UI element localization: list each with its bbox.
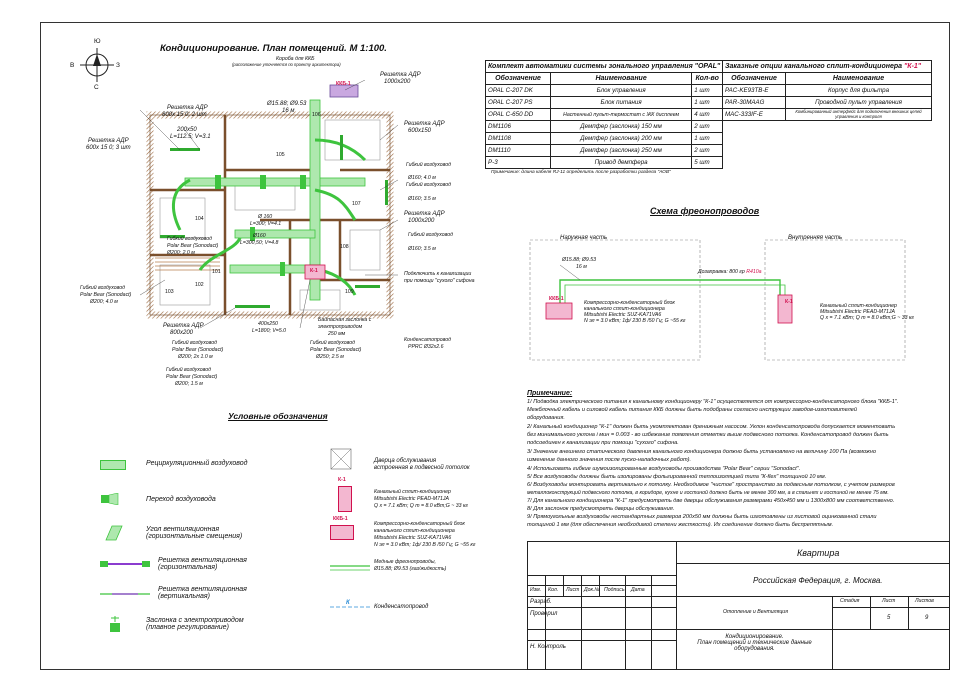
opal-col-name: Наименование <box>551 73 692 85</box>
options-col-name: Наименование <box>786 73 932 85</box>
ccu-line: Компрессорно-конденсаторный блок <box>584 300 675 306</box>
legend-label: Дверца обслуживания <box>374 458 437 464</box>
scheme-refill <box>698 270 762 276</box>
room-number: 105 <box>276 152 285 158</box>
plan-label: Ø200; 2.0 м <box>167 250 195 256</box>
table-row <box>486 157 723 169</box>
plan-label: Решетка АДР <box>88 138 129 144</box>
room-number: 109 <box>345 289 354 295</box>
plan-title: Кондиционирование. План помещений. М 1:100. <box>160 43 387 54</box>
plan-label: электроприводом <box>318 324 363 330</box>
legend-label: (вертикальная) <box>158 593 210 600</box>
cell: Комбинированный интерфейс для подключения внешних цепей управления и контроля <box>786 109 932 121</box>
legend-label: (горизонтальные смещения) <box>146 533 243 540</box>
drawing-title-line: оборудования. <box>734 646 775 652</box>
table-row <box>486 85 723 97</box>
cell: OPAL C-650 DD <box>486 109 551 121</box>
note-line: изменение данного значения после пуско-наладочных работ). <box>527 457 692 463</box>
plan-label: 1000х200 <box>384 79 411 85</box>
table-row <box>486 109 723 121</box>
plan-label: Короба для ККБ <box>276 56 315 62</box>
plan-label: Гибкий воздуховод <box>167 236 212 242</box>
plan-label: Решетка АДР <box>404 121 445 127</box>
stamp-role: Н. Контроль <box>530 644 566 650</box>
compass-n: Ю <box>94 38 101 45</box>
outdoor-unit-icon <box>330 525 354 540</box>
plan-label: Решетка АДР <box>163 323 204 329</box>
stamp-sheet-label: Лист <box>882 598 896 604</box>
room-number: 101 <box>212 269 221 275</box>
plan-label: PPRC Ø32х2.6 <box>408 344 444 350</box>
compass-w: В <box>70 62 75 69</box>
cell: 2 шт <box>692 121 723 133</box>
plan-label: L=112.5; V=3.1 <box>170 134 211 140</box>
cell: Демпфер (заслонка) 250 мм <box>551 145 692 157</box>
plan-label: Гибкий воздуховод <box>172 340 217 346</box>
plan-tag-k1: К-1 <box>310 268 318 274</box>
damper-icon <box>108 616 122 634</box>
plan-label: Конденсатопровод <box>404 337 452 343</box>
stamp-col-header: Док.№ <box>584 587 601 593</box>
plan-label: Polar Bear (Sonodact) <box>172 347 224 353</box>
plan-label: 600х 15 0; 3 шт <box>86 145 131 151</box>
legend-label: Компрессорно-конденсаторный блок <box>374 521 465 527</box>
grille-horizontal-icon <box>100 558 150 570</box>
duct-transition-icon <box>100 493 126 505</box>
plan-label: 600х150 <box>408 128 432 134</box>
ccu-line: канального сплит-кондиционера <box>584 306 665 312</box>
stamp-drawing-title <box>677 634 832 652</box>
room-number: 106 <box>312 112 321 118</box>
plan-label: Решетка АДР <box>380 72 421 78</box>
plan-label: Гибкий воздуховод <box>406 182 451 188</box>
stamp-role: Разраб. <box>530 599 552 605</box>
service-door-icon <box>330 448 352 470</box>
plan-label: Ø160; 3.5 м <box>408 246 436 252</box>
scheme-outdoor-label: Наружная часть <box>560 235 608 241</box>
legend-label: Переход воздуховода <box>146 496 216 503</box>
drawing-title-line: План помещений и технические данные <box>697 640 812 646</box>
plan-label: 800х200 <box>170 330 194 336</box>
plan-label: Polar Bear (Sonodact) <box>166 374 218 380</box>
legend-left <box>100 440 320 650</box>
legend-title: Условные обозначения <box>228 411 328 421</box>
plan-label: 200х50 <box>177 127 197 133</box>
opal-col-code: Обозначение <box>486 73 551 85</box>
compass-s: С <box>94 84 99 91</box>
legend-label: Q х = 7.1 кВт; Q т = 8.0 кВт;G ~ 33 кг <box>374 503 468 509</box>
cell: Привод демпфера <box>551 157 692 169</box>
stamp-location: Российская Федерация, г. Москва. <box>753 576 883 585</box>
cell: Демпфер (заслонка) 200 мм <box>551 133 692 145</box>
freon-scheme <box>510 225 930 375</box>
options-title-tag: "К-1" <box>903 63 922 70</box>
legend-tag-kkb: ККБ-1 <box>333 516 348 522</box>
cell: PAC-KE93TB-E <box>723 85 786 97</box>
scheme-ind-desc <box>820 303 914 321</box>
scheme-ind-tag: К-1 <box>785 299 793 305</box>
table-row <box>723 85 932 97</box>
scheme-pipe-size: Ø15.88; Ø9.53 <box>562 257 597 263</box>
plan-label: Ø15.88; Ø9.53 <box>267 101 307 107</box>
stamp-sheets: 9 <box>925 615 929 621</box>
plan-label: Ø200; 1.5 м <box>175 381 203 387</box>
plan-label: Ø160 <box>253 233 266 239</box>
grille-vertical-icon <box>100 590 150 598</box>
options-title-prefix: Заказные опции канального сплит-кондиционера <box>725 63 904 70</box>
room-number: 107 <box>352 201 361 207</box>
plan-label: Решетка АДР <box>167 105 208 111</box>
stamp-object: Квартира <box>797 548 840 558</box>
title-block <box>527 541 950 670</box>
table-row <box>723 109 932 121</box>
legend-label: N эл = 3.0 кВт; 1ф/ 230 В /50 Гц; G ~55 кг <box>374 542 476 548</box>
plan-label: Ø160; 3.5 м <box>408 196 436 202</box>
cell: 1 шт <box>692 97 723 109</box>
plan-label: Ø250; 2.5 м <box>316 354 344 360</box>
legend-label: встроенная в подвесной потолок <box>374 465 470 471</box>
stamp-col-header: Лист <box>566 587 580 593</box>
note-line: без минимального уклона i мин = 0.003 - во избежание появления отметки выше подвесного потолка. Конденсатопровод должен быть <box>527 432 889 438</box>
plan-label: (расположение уточняется по проекту архитектора) <box>232 62 341 67</box>
note-line: оборудования. <box>527 415 565 421</box>
plan-label: Polar Bear (Sonodact) <box>310 347 362 353</box>
cell: Проводной пульт управления <box>786 97 932 109</box>
plan-label: Ø200; 4.0 м <box>90 299 118 305</box>
legend-label: Mitsubishi Electric PEAD-M71JA <box>374 496 449 502</box>
ind-line: Канальный сплит-кондиционер <box>820 303 897 309</box>
plan-label: Гибкий воздуховод <box>408 232 453 238</box>
plan-label: 16 м <box>282 108 295 114</box>
note-line: 3/ Значение внешнего статического давления канального кондиционера должно быть установлено на величину 100 Па (возможно <box>527 449 876 455</box>
plan-label: L=1800; V=5.0 <box>252 328 287 334</box>
note-line: толщиной 1 мм (для обеспечения необходимой степени жесткости). Их соединение должно быть беспрепятным. <box>527 522 834 528</box>
plan-label: 400х250 <box>258 321 278 327</box>
plan-label: Polar Bear (Sonodact) <box>80 292 132 298</box>
stamp-col-header: Подпись <box>604 587 625 593</box>
cell: DM1106 <box>486 121 551 133</box>
cell: Настенный пульт-термостат с ЖК дисплеем <box>551 109 692 121</box>
legend-label: Решетка вентиляционная <box>158 557 247 564</box>
legend-label: Решетка вентиляционная <box>158 586 247 593</box>
legend-right <box>330 440 520 650</box>
opal-table-title: Комплект автоматики системы зонального управления "OPAL" <box>486 61 723 73</box>
cell: MAC-333IF-E <box>723 109 786 121</box>
legend-label: (горизонтальная) <box>158 564 218 571</box>
opal-col-qty: Кол-во <box>692 73 723 85</box>
compass-icon <box>72 40 122 90</box>
recirc-duct-icon <box>100 460 126 470</box>
stamp-role: Проверил <box>530 611 558 617</box>
table-row <box>486 97 723 109</box>
cell: OPAL C-207 DK <box>486 85 551 97</box>
scheme-ccu-tag: ККБ-1 <box>549 296 564 302</box>
room-number: 108 <box>340 244 349 250</box>
room-number: 103 <box>165 289 174 295</box>
table-row <box>486 145 723 157</box>
plan-label: Ø 160 <box>258 214 273 220</box>
plan-label: 800х 15 0; 2 шт <box>162 112 207 118</box>
cell: 4 шт <box>692 109 723 121</box>
compass <box>72 40 122 90</box>
stamp-sheet: 5 <box>887 615 891 621</box>
legend-label: Mitsubishi Electric SUZ-KA71VA6 <box>374 535 452 541</box>
plan-label: 250 мм <box>328 331 346 337</box>
cell: 1 шт <box>692 85 723 97</box>
stamp-stage-label: Стадия <box>840 598 860 604</box>
legend-label: Заслонка с электроприводом <box>146 617 244 624</box>
ccu-line: Mitsubishi Electric SUZ-KA71VA6 <box>584 312 662 318</box>
scheme-indoor-label: Внутренняя часть <box>788 235 843 241</box>
ccu-box <box>546 303 572 319</box>
notes <box>527 390 937 528</box>
ind-line: Mitsubishi Electric PEAD-M71JA <box>820 309 895 315</box>
condensate-pipe-icon <box>330 603 370 611</box>
table-row <box>723 97 932 109</box>
stamp-col-header: Дата <box>631 587 645 593</box>
plan-label: Гибкий воздуховод <box>406 162 451 168</box>
cell: Блок управления <box>551 85 692 97</box>
plan-label: Подключить к канализации <box>404 271 472 277</box>
note-line: 6/ Воздуховоды монтировать вертикально к потолку. Необходимое "чистое" пространство за подвесным потолком, с учетом размеров <box>527 482 895 488</box>
legend-label: Канальный сплит-кондиционер <box>374 489 451 495</box>
options-table-title <box>723 61 932 73</box>
stamp-section: Отопление и Вентиляция <box>723 609 788 615</box>
stamp-sheets-label: Листов <box>915 598 934 604</box>
stamp-col-header: Изм. <box>530 587 542 593</box>
room-number: 102 <box>195 282 204 288</box>
legend-label: Рециркуляционный воздуховод <box>146 460 248 467</box>
freon-pipe-icon <box>330 564 370 572</box>
plan-label: Ø200; 2х 1.0 м <box>178 354 213 360</box>
legend-tag-k: К <box>346 600 350 606</box>
scheme-title: Схема фреонопроводов <box>650 206 760 216</box>
drawing-title-line: Кондиционирование. <box>725 634 784 640</box>
legend-label: Медные фреонопроводы, <box>374 559 436 565</box>
cell: 1 шт <box>692 133 723 145</box>
legend-label: Ø15.88; Ø9.53 (газ/жидкость) <box>374 566 447 572</box>
plan-label: Гибкий воздуховод <box>166 367 211 373</box>
plan-label: Polar Bear (Sonodact) <box>167 243 219 249</box>
room-number: 104 <box>195 216 204 222</box>
legend-tag-k1: К-1 <box>338 477 346 483</box>
plan-label: Гибкий воздуховод <box>80 285 125 291</box>
indoor-unit-icon <box>338 486 352 512</box>
cell: DM1108 <box>486 133 551 145</box>
legend-label: канального сплит-кондиционера <box>374 528 455 534</box>
notes-title: Примечание: <box>527 390 573 397</box>
opal-table-note: Примечание: длина кабеля RJ-11 определить после разработки раздела "АОВ" <box>491 170 671 175</box>
plan-label: Гибкий воздуховод <box>310 340 355 346</box>
ccu-line: N эл = 3.0 кВт; 1ф/ 230 В /50 Гц; G ~55 кг <box>584 318 686 324</box>
options-table-grid <box>722 60 932 121</box>
cell: OPAL C-207 PS <box>486 97 551 109</box>
plan-label: L=300,50; V=4.8 <box>240 240 279 246</box>
note-line: 4/ Использовать гибкие шумоизолированные воздуховоды производства "Polar Bear" серии "Sonodact". <box>527 466 801 472</box>
plan-label: Байпасная заслонка с <box>318 317 372 323</box>
ind-line: Q х = 7.1 кВт; Q т = 8.0 кВт;G ~ 33 кг <box>820 315 914 321</box>
plan-label: Ø160; 4.0 м <box>408 175 436 181</box>
plan-label: L=300; V=4.1 <box>250 221 282 227</box>
note-line: 9/ Прямоугольные воздуховоды нестандартных размеров 200х50 мм должны быть изготовлены из листовой оцинкованной стали <box>527 514 877 520</box>
compass-e: З <box>116 62 120 69</box>
cell: PAR-30MAAG <box>723 97 786 109</box>
legend-label: Конденсатопровод <box>374 604 429 610</box>
note-line: 5/ Все воздуховоды должны быть изолированы фольгированной теплоизоляцией типа "К-flex" толщиной 10 мм. <box>527 474 827 480</box>
scheme-pipe-len: 16 м <box>576 264 587 270</box>
plan-tag-kkb: ККБ-1 <box>336 81 351 87</box>
options-col-code: Обозначение <box>723 73 786 85</box>
note-line: 1/ Подводка электрического питания к канальному кондиционеру "К-1" осуществляется от компрессорно-конденсаторного блока "ККБ-1". <box>527 399 899 405</box>
refill-prefix: Дозаправка: 800 гр <box>698 269 747 275</box>
scheme-ccu-desc <box>584 300 685 324</box>
note-line: 2/ Канальный кондиционер "К-1" должен быть укомплектован дренажным насосом. Уклон конденсатопровода допускается моментовать <box>527 424 896 430</box>
note-line: подсоединен к канализации при помощи "сухого" сифона. <box>527 440 679 446</box>
cell: Блок питания <box>551 97 692 109</box>
cell: P-3 <box>486 157 551 169</box>
cell: DM1110 <box>486 145 551 157</box>
cell: Демпфер (заслонка) 150 мм <box>551 121 692 133</box>
table-row <box>486 133 723 145</box>
cell: Корпус для фильтра <box>786 85 932 97</box>
note-line: 7/ Для канального кондиционера "К-1" предусмотреть две дверцы обслуживания размерами 450х450 мм и 1300х800 мм соответственно. <box>527 498 895 504</box>
table-row <box>486 121 723 133</box>
note-line: металлоконструкций подвесного потолка, в коридоре, кухне и гостиной должно быть не менее 300 мм, а в спальнях и гостиной не менее 75 мм. <box>527 490 889 496</box>
plan-label: при помощи "сухого" сифона <box>404 278 475 284</box>
legend-label: (плавное регулирование) <box>146 624 229 631</box>
note-line: 8/ Для заслонок предусмотреть дверцы обслуживания. <box>527 506 675 512</box>
legend-label: Угол вентиляционная <box>146 526 220 533</box>
duct-angle-icon <box>104 524 124 542</box>
opal-table-grid <box>485 60 723 169</box>
cell: 5 шт <box>692 157 723 169</box>
plan-label: Решетка АДР <box>404 211 445 217</box>
stamp-col-header: Кол. <box>548 587 559 593</box>
cell: 2 шт <box>692 145 723 157</box>
note-line: Межблочный кабель и силовой кабель питания ККБ должны быть подобраны согласно инструкции заводов-изготовителей <box>527 407 857 413</box>
refill-gas: R410a <box>746 269 762 275</box>
plan-label: 1000х200 <box>408 218 435 224</box>
